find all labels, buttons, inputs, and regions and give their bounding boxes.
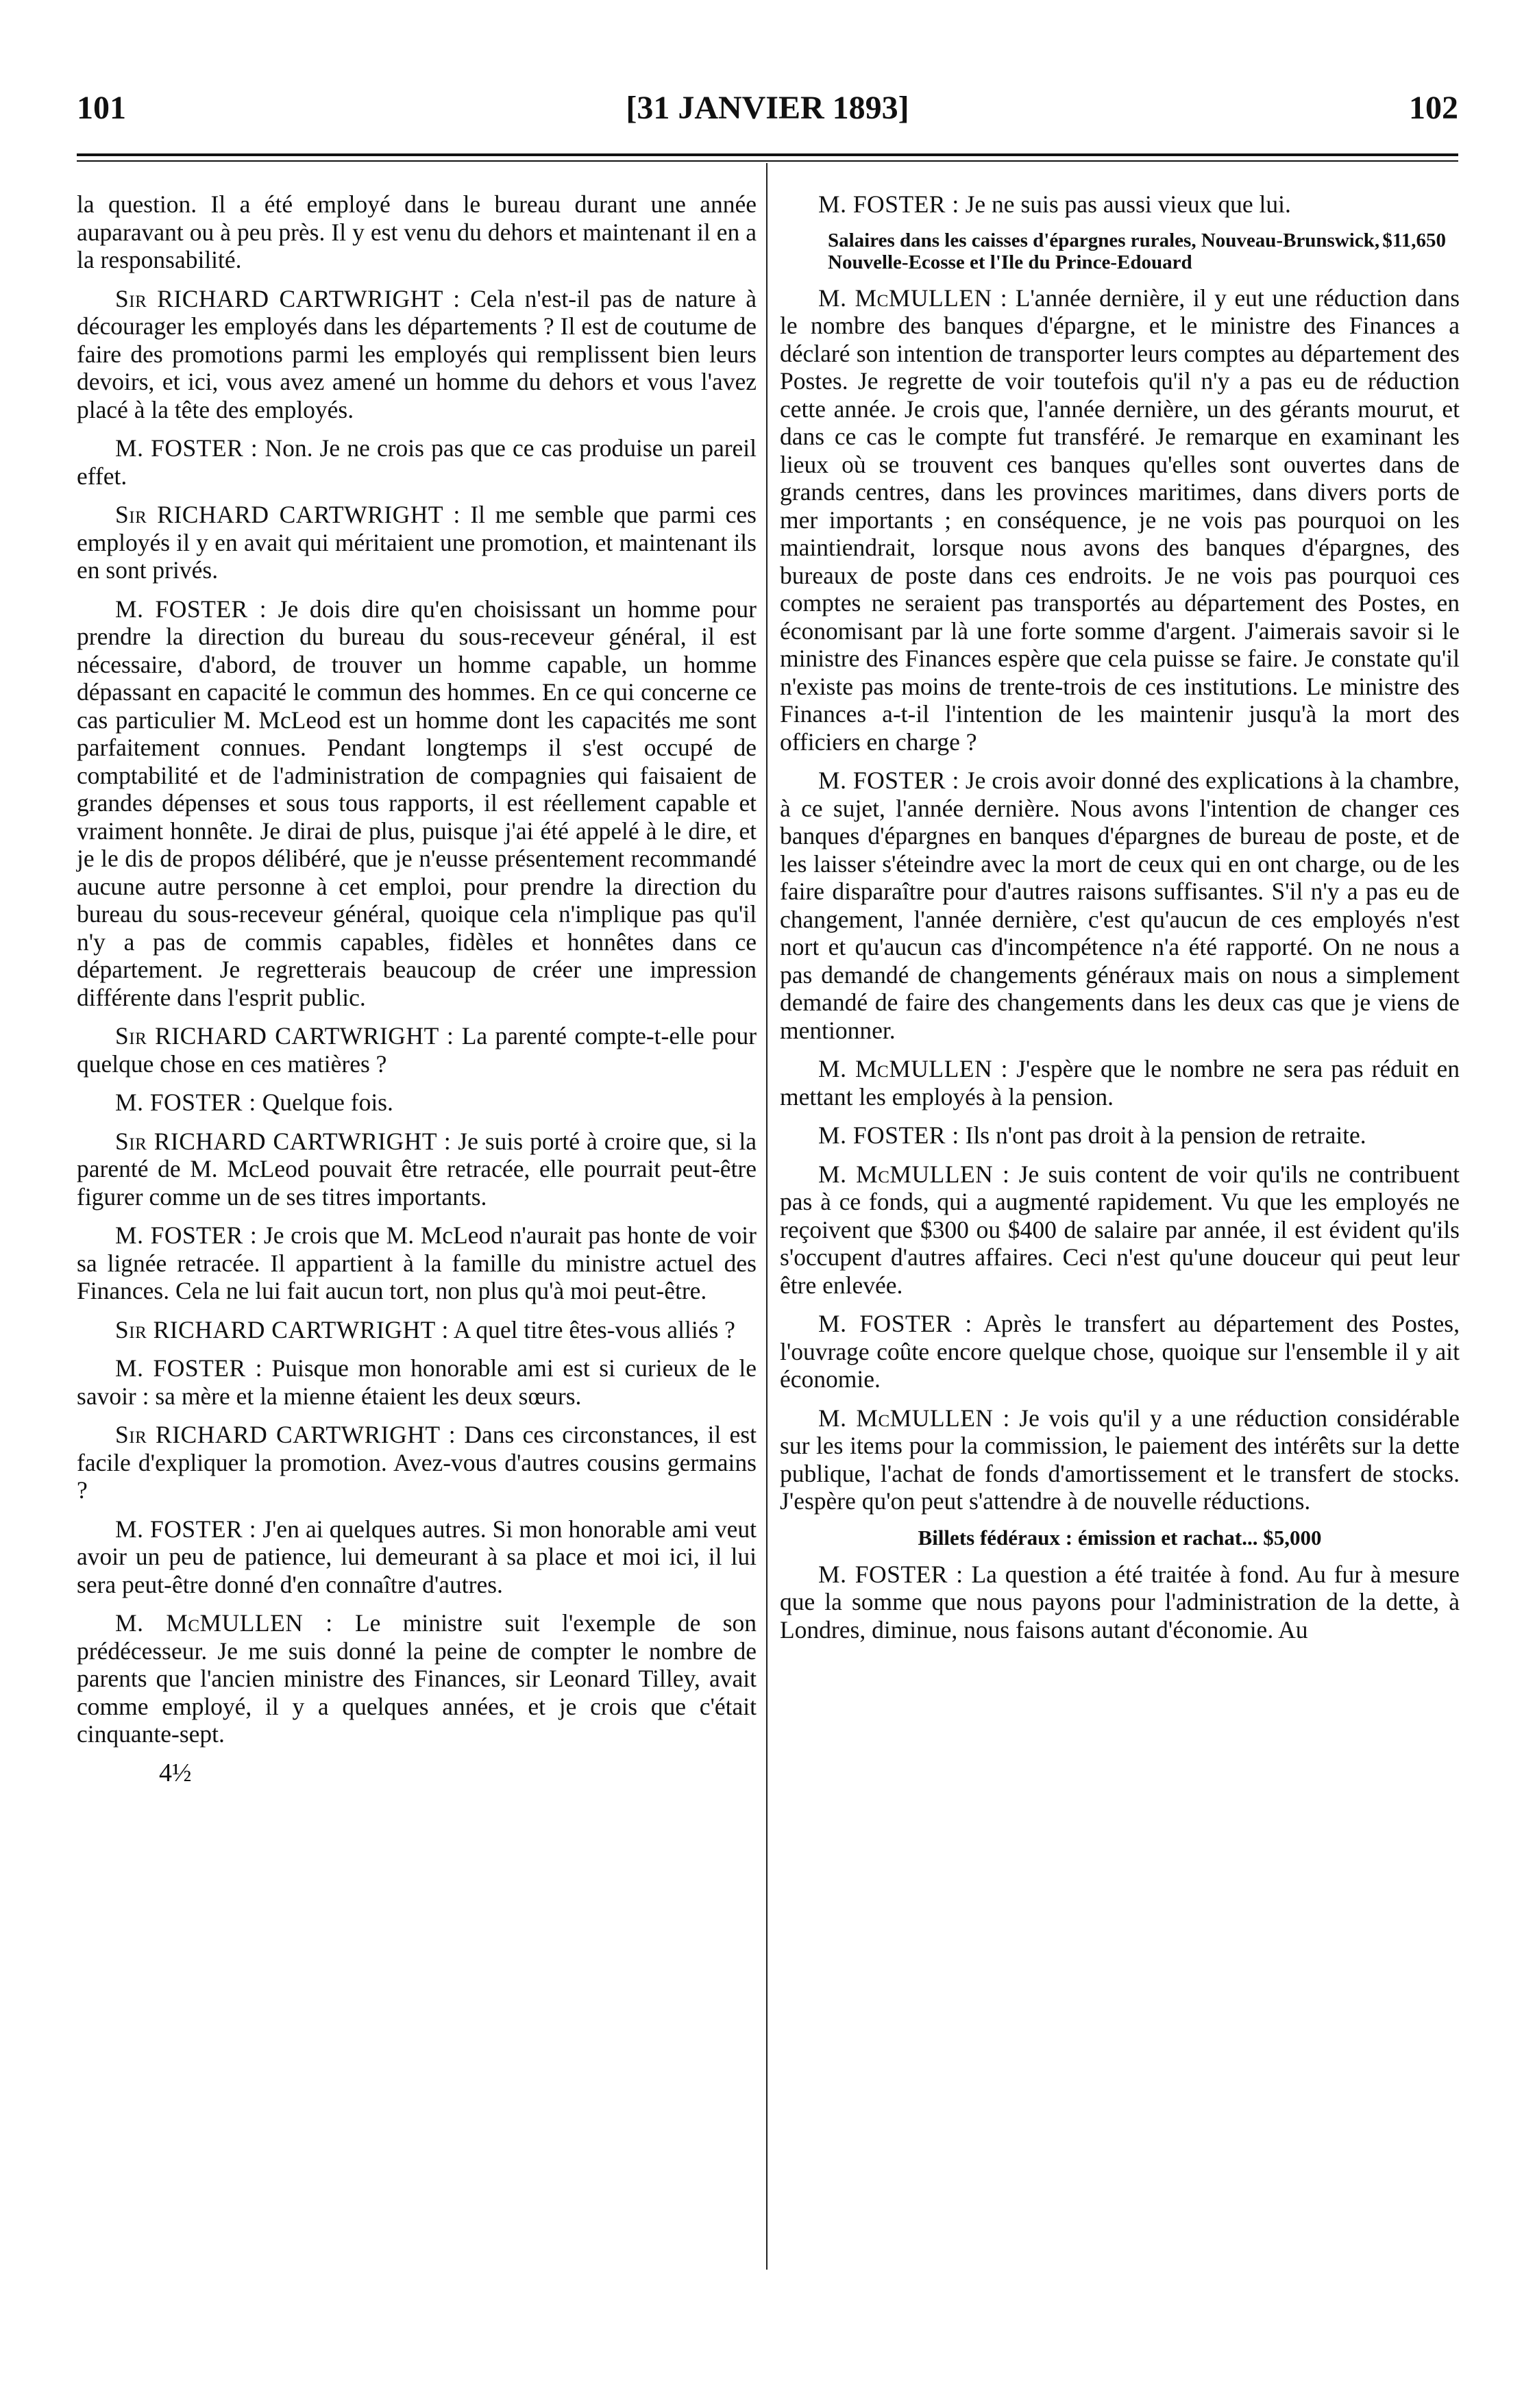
speech-text: Je suis content de voir qu'ils ne contribuent pas à ce fonds, qui a augmenté rapidement. Vu que les employés ne reçoivent que $300 ou $400 de salaire par année, il est évident qu'ils s'occupent d'autres affaires. Ceci n'est qu'une douceur qui peut leur être enlevée.: [780, 1160, 1460, 1299]
speech-paragraph: [77, 1316, 757, 1344]
speech-text: Non. Je ne crois pas que ce cas produise un pareil effet.: [77, 434, 757, 490]
speech-paragraph: [780, 1160, 1460, 1300]
speaker-name: M. FOSTER :: [818, 1121, 959, 1149]
speech-text: La question a été traitée à fond. Au fur à mesure que la somme que nous payons pour l'administration de la dette, à Londres, diminue, nous faisons autant d'économie. Au: [780, 1560, 1460, 1643]
speaker-name: M. McMULLEN :: [818, 284, 1008, 312]
salary-label: Salaires dans les caisses d'épargnes rurales, Nouveau-Brunswick, Nouvelle-Ecosse et l'Ile du Prince-Edouard: [828, 229, 1380, 273]
speaker-name: M. FOSTER :: [818, 1310, 972, 1337]
speech-text: J'en ai quelques autres. Si mon honorable ami veut avoir un peu de patience, lui demeurant à sa place et moi ici, il lui sera peut-être donné d'en connaître d'autres.: [77, 1515, 757, 1598]
right-page-number: 102: [1409, 90, 1458, 126]
speech-text: Dans ces circonstances, il est facile d'expliquer la promotion. Avez-vous d'autres cousins germains ?: [77, 1421, 757, 1504]
speech-paragraph: [77, 1221, 757, 1305]
speaker-name: Sir RICHARD CARTWRIGHT :: [115, 1022, 454, 1050]
speech-paragraph: [77, 1354, 757, 1410]
speech-paragraph: [77, 1022, 757, 1078]
speech-paragraph: [77, 285, 757, 424]
column-divider: [766, 163, 768, 2270]
speech-text: Cela n'est-il pas de nature à décourager les employés dans les départements ? Il est de coutume de faire des promotions parmi les employés qui remplissent bien leurs devoirs, et ici, vous avez amené un homme du dehors et vous l'avez placé à la tête des employés.: [77, 284, 757, 423]
speech-text: Je crois que M. McLeod n'aurait pas honte de voir sa lignée retracée. Il appartient à la famille du ministre actuel des Finances. Cela ne lui fait aucun tort, non plus qu'à moi peut-être.: [77, 1221, 757, 1304]
speech-paragraph: [780, 1055, 1460, 1110]
speech-text: Quelque fois.: [262, 1089, 393, 1116]
speaker-name: Sir RICHARD CARTWRIGHT :: [115, 1421, 456, 1448]
speech-text: Ils n'ont pas droit à la pension de retraite.: [965, 1121, 1366, 1149]
speech-paragraph: [780, 1404, 1460, 1515]
speech-paragraph: [77, 434, 757, 490]
header-rule-thick: [77, 153, 1458, 156]
speech-paragraph: [780, 1310, 1460, 1393]
speaker-name: M. McMULLEN :: [818, 1404, 1010, 1432]
speech-paragraph: [77, 1089, 757, 1117]
speaker-name: M. FOSTER :: [115, 1515, 257, 1543]
speaker-name: Sir RICHARD CARTWRIGHT :: [115, 284, 460, 312]
section-heading: Billets fédéraux : émission et rachat... $5,000: [918, 1525, 1322, 1550]
speaker-name: M. FOSTER :: [818, 1560, 963, 1588]
speaker-name: Sir RICHARD CARTWRIGHT :: [115, 501, 460, 528]
speaker-name: M. FOSTER :: [818, 190, 959, 218]
speaker-name: M. FOSTER :: [115, 1221, 258, 1249]
speech-paragraph: [77, 1515, 757, 1599]
speaker-name: M. McMULLEN :: [818, 1055, 1009, 1082]
speaker-name: M. FOSTER :: [818, 767, 959, 794]
speech-paragraph: [780, 1561, 1460, 1644]
left-page-number: 101: [77, 90, 126, 126]
left-column: [77, 190, 757, 1787]
speech-text: L'année dernière, il y eut une réduction dans le nombre des banques d'épargne, et le ministre des Finances a déclaré son intention de transporter leurs comptes au département des Postes. Je regrette de voir toutefois qu'il n'y a pas eu de réduction cette année. Je crois que, l'année dernière, un des gérants mourut, et dans ce cas le compte fut transféré. Je remarque en examinant les lieux où se trouvent ces banques qu'elles sont ouvertes dans de grands centres, dans les provinces maritimes, dans divers ports de mer importants ; en conséquence, je ne vois pas pourquoi on les maintiendrait, lorsque nous avons des banques d'épargnes, des bureaux de poste dans ces endroits. Je ne vois pas pourquoi ces comptes ne seraient pas transportés au département des Postes, en économisant par là une forte somme d'argent. J'aimerais savoir si le ministre des Finances espère que cela puisse se faire. Je constate qu'il n'existe pas moins de trente-trois de ces institutions. Le ministre des Finances a-t-il l'intention de les maintenir jusqu'à la mort des officiers en charge ?: [780, 284, 1460, 756]
speaker-name: M. FOSTER :: [115, 595, 267, 623]
speech-paragraph: [780, 767, 1460, 1044]
speech-paragraph: [77, 595, 757, 1012]
right-column: [780, 190, 1460, 1654]
speech-text: Je dois dire qu'en choisissant un homme pour prendre la direction du bureau du sous-receveur général, il est nécessaire, d'abord, de trouver un homme capable, un homme dépassant en capacité le commun des hommes. En ce qui concerne ce cas particulier M. McLeod est un homme dont les capacités me sont parfaitement connues. Pendant longtemps il s'est occupé de comptabilité et de l'administration de compagnies qui faisaient de grandes dépenses et sous tous rapports, il est réellement capable et vraiment honnête. Je dirai de plus, puisque j'ai été appelé à le dire, et je le dis de propos délibéré, que je n'eusse présentement recommandé aucune autre personne à cet emploi, pour prendre la direction du bureau du sous-receveur général, quoique cela n'implique pas qu'il n'y a pas de commis capables, fidèles et honnêtes dans ce département. Je regretterais beaucoup de créer une impression différente dans l'esprit public.: [77, 595, 757, 1011]
speech-text: Je suis porté à croire que, si la parenté de M. McLeod pouvait être retracée, elle pourrait peut-être figurer comme un de ses titres importants.: [77, 1127, 757, 1211]
speaker-name: M. McMULLEN :: [818, 1160, 1010, 1188]
speech-paragraph: [780, 190, 1460, 219]
speech-text: Je crois avoir donné des explications à la chambre, à ce sujet, l'année dernière. Nous avons l'intention de changer ces banques d'épargnes en banques d'épargnes de bureau de poste, et de les laisser s'éteindre avec la mort de ceux qui en ont charge, ou de les faire disparaître pour d'autres raisons suffisantes. S'il n'y a pas eu de changement, l'année dernière, c'est qu'aucun de ces employés n'est nort et qu'aucun cas d'incompétence n'a été rapporté. On ne nous a pas demandé de changements généraux mais on nous a simplement demandé de faire des changements dans les deux cas que je viens de mentionner.: [780, 767, 1460, 1044]
speaker-name: M. FOSTER :: [115, 1354, 262, 1382]
speech-text: Il me semble que parmi ces employés il y en avait qui méritaient une promotion, et maintenant ils en sont privés.: [77, 501, 757, 584]
salary-amount: $11,650: [1382, 229, 1446, 251]
speech-text: Le ministre suit l'exemple de son prédécesseur. Je me suis donné la peine de compter le nombre de parents que l'ancien ministre des Finances, sir Leonard Tilley, avait comme employé, il y a quelques années, et je crois que c'était cinquante-sept.: [77, 1609, 757, 1748]
speech-text: Je ne suis pas aussi vieux que lui.: [965, 190, 1291, 218]
speech-paragraph: [77, 1421, 757, 1504]
running-header: [77, 81, 1458, 136]
salary-item: [780, 229, 1460, 273]
page-date: [31 JANVIER 1893]: [626, 90, 909, 126]
speaker-name: M. FOSTER :: [115, 1089, 256, 1116]
speech-paragraph: [780, 284, 1460, 756]
speech-text: Je vois qu'il y a une réduction considérable sur les items pour la commission, le paiement des intérêts sur la dette publique, l'achat de fonds d'amortissement et le transfert de stocks. J'espère qu'on peut s'attendre à de nouvelle réductions.: [780, 1404, 1460, 1515]
speech-paragraph: [77, 501, 757, 584]
signature-mark: 4½: [159, 1758, 192, 1787]
header-rule-thin: [77, 160, 1458, 162]
speech-text: Après le transfert au département des Postes, l'ouvrage coûte encore quelque chose, quoique sur l'ensemble il y ait économie.: [780, 1310, 1460, 1393]
speech-paragraph: [780, 1121, 1460, 1150]
speaker-name: Sir RICHARD CARTWRIGHT :: [115, 1315, 449, 1343]
speech-paragraph: [77, 190, 757, 274]
speaker-name: Sir RICHARD CARTWRIGHT :: [115, 1127, 452, 1155]
speech-text: La parenté compte-t-elle pour quelque chose en ces matières ?: [77, 1022, 757, 1078]
speech-text: A quel titre êtes-vous alliés ?: [453, 1315, 735, 1343]
speaker-name: M. McMULLEN :: [115, 1609, 333, 1637]
speech-paragraph: [77, 1128, 757, 1211]
speech-text: J'espère que le nombre ne sera pas réduit en mettant les employés à la pension.: [780, 1055, 1460, 1110]
speech-text: Puisque mon honorable ami est si curieux de le savoir : sa mère et la mienne étaient les deux sœurs.: [77, 1354, 757, 1410]
speech-text: la question. Il a été employé dans le bureau durant une année auparavant ou à peu près. Il y est venu du dehors et maintenant il en a la responsabilité.: [77, 190, 757, 273]
speech-paragraph: [77, 1609, 757, 1748]
speaker-name: M. FOSTER :: [115, 434, 258, 462]
